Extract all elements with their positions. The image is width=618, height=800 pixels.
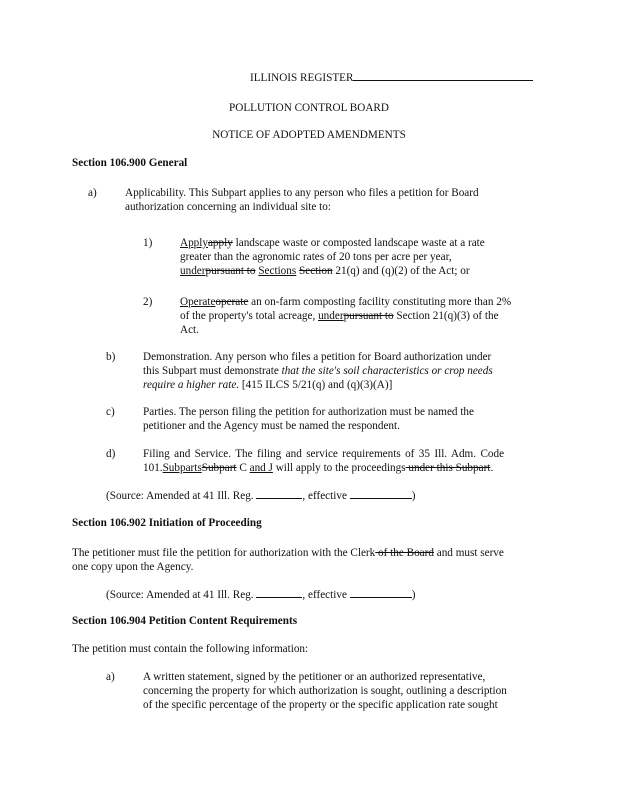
inserted-text: and J [249,462,273,474]
section-904-intro: The petition must contain the following information: [72,643,309,655]
item-c-line-2: petitioner and the Agency must be named the respondent. [143,420,400,432]
item-b-line-3: require a higher rate. [415 ILCS 5/21(q) and (q)(3)(A)] [143,379,393,391]
inserted-text: Sections [258,265,297,277]
section-902-line-1: The petitioner must file the petition for authorization with the Clerk of the Board and must serve [72,547,504,559]
deleted-text: of the Board [375,547,434,559]
source-note-902: (Source: Amended at 41 Ill. Reg. , effective ) [106,589,416,601]
item-d-line-1: Filing and Service. The filing and service requirements of 35 Ill. Adm. Code [143,448,505,460]
item-a-line-2: authorization concerning an individual site to: [125,201,331,213]
section-902-heading: Section 106.902 Initiation of Proceeding [72,517,262,529]
date-blank [350,488,412,499]
item-d-line-2: 101.SubpartsSubpart C and J will apply to the proceedings under this Subpart. [143,462,494,474]
inserted-text: Subparts [162,462,202,474]
item-a1-line-1: Applyapply landscape waste or composted landscape waste at a rate [180,237,485,249]
inserted-text: Operate [180,296,216,308]
section-900-heading: Section 106.900 General [72,157,188,169]
section-902-line-2: one copy upon the Agency. [72,561,194,573]
item-a2-line-1: Operateoperate an on-farm composting facility constituting more than 2% [180,296,512,308]
reg-blank [256,587,302,598]
deleted-text: operate [215,296,249,308]
item-a2-line-3: Act. [180,324,199,336]
item-b-line-2: this Subpart must demonstrate that the site's soil characteristics or crop needs [143,365,493,377]
item-a1-line-3: underpursuant to Sections Section 21(q) and (q)(2) of the Act; or [180,265,470,277]
item-b-line-1: Demonstration. Any person who files a petition for Board authorization under [143,351,492,363]
register-title: ILLINOIS REGISTER [250,72,354,84]
deleted-text: under this Subpart [405,462,491,474]
source-note-900: (Source: Amended at 41 Ill. Reg. , effective ) [106,490,416,502]
item-904a-line-2: concerning the property for which authorization is sought, outlining a description [143,685,507,697]
item-a-line-1: Applicability. This Subpart applies to any person who files a petition for Board [125,187,479,199]
item-b-label: b) [106,351,116,363]
deleted-text: pursuant to [205,265,256,277]
item-a2-label: 2) [143,296,153,308]
inserted-text: under [180,265,206,277]
item-d-label: d) [106,448,116,460]
item-904a-line-3: of the specific percentage of the property or the specific application rate sought [143,699,498,711]
item-a1-line-2: greater than the agronomic rates of 20 tons per acre per year, [180,251,452,263]
inserted-text: under [318,310,344,322]
item-904a-label: a) [106,671,115,683]
date-blank [350,587,412,598]
section-904-heading: Section 106.904 Petition Content Requirements [72,615,298,627]
board-title: POLLUTION CONTROL BOARD [229,102,389,114]
item-a1-label: 1) [143,237,153,249]
item-c-label: c) [106,406,115,418]
item-904a-line-1: A written statement, signed by the petitioner or an authorized representative, [143,671,486,683]
register-header [250,70,533,85]
notice-title: NOTICE OF ADOPTED AMENDMENTS [212,129,406,141]
item-a-label: a) [88,187,97,199]
reg-blank [256,488,302,499]
inserted-text: Apply [180,237,208,249]
deleted-text: pursuant to [343,310,394,322]
deleted-text: Subpart [201,462,237,474]
item-a2-line-2: of the property's total acreage, underpursuant to Section 21(q)(3) of the [180,310,499,322]
deleted-text: apply [207,237,233,249]
item-c-line-1: Parties. The person filing the petition for authorization must be named the [143,406,474,418]
deleted-text: Section [299,265,333,277]
register-rule [353,70,533,81]
